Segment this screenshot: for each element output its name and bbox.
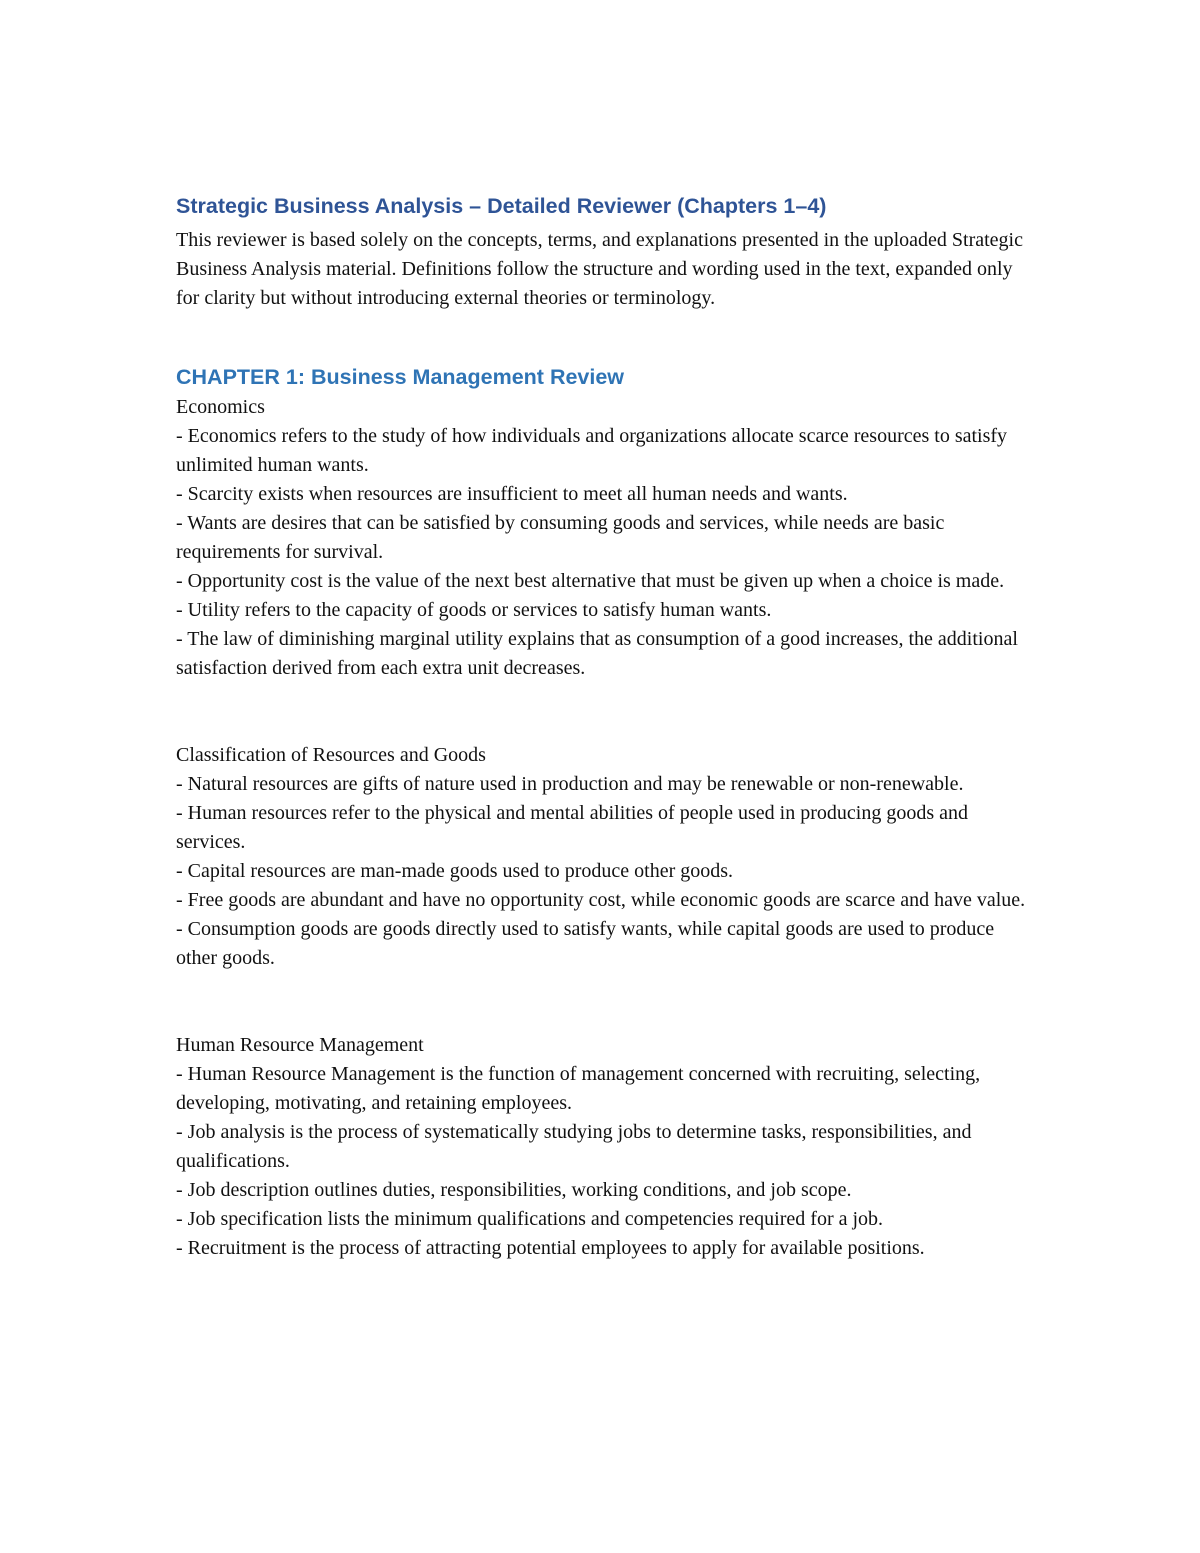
list-item: - The law of diminishing marginal utility explains that as consumption of a good increases, the additional satisfaction derived from each extra unit decreases. [176,628,1018,679]
list-item: - Consumption goods are goods directly used to satisfy wants, while capital goods are used to produce other goods. [176,918,995,969]
list-item: - Job specification lists the minimum qualifications and competencies required for a job. [176,1208,884,1230]
list-item: - Human Resource Management is the function of management concerned with recruiting, selecting, developing, motivating, and retaining employees. [176,1063,981,1114]
section-human-resource-management [176,1031,1026,1263]
list-item: - Job description outlines duties, responsibilities, working conditions, and job scope. [176,1179,852,1201]
section-items [176,770,1026,973]
list-item: - Economics refers to the study of how individuals and organizations allocate scarce resources to satisfy unlimited human wants. [176,425,1008,476]
list-item: - Opportunity cost is the value of the next best alternative that must be given up when a choice is made. [176,570,1005,592]
section-economics [176,393,1026,683]
section-items [176,1060,1026,1263]
document-title: Strategic Business Analysis – Detailed Reviewer (Chapters 1–4) [176,194,827,218]
list-item: - Human resources refer to the physical and mental abilities of people used in producing goods and services. [176,802,968,853]
list-item: - Recruitment is the process of attracting potential employees to apply for available positions. [176,1237,925,1259]
document-content [176,190,1026,1263]
section-heading: Human Resource Management [176,1034,424,1056]
list-item: - Natural resources are gifts of nature used in production and may be renewable or non-renewable. [176,773,964,795]
section-classification-of-resources [176,741,1026,973]
list-item: - Wants are desires that can be satisfied by consuming goods and services, while needs are basic requirements for survival. [176,512,945,563]
intro-paragraph: This reviewer is based solely on the concepts, terms, and explanations presented in the uploaded Strategic Business Analysis material. Definitions follow the structure and wording used in the text, expanded only for clarity but without introducing external theories or terminology. [176,229,1023,309]
list-item: - Capital resources are man-made goods used to produce other goods. [176,860,734,882]
list-item: - Free goods are abundant and have no opportunity cost, while economic goods are scarce and have value. [176,889,1026,911]
section-heading: Classification of Resources and Goods [176,744,486,766]
list-item: - Job analysis is the process of systematically studying jobs to determine tasks, responsibilities, and qualifications. [176,1121,972,1172]
section-heading: Economics [176,396,265,418]
list-item: - Scarcity exists when resources are insufficient to meet all human needs and wants. [176,483,848,505]
section-items [176,422,1026,683]
chapter-1-title: CHAPTER 1: Business Management Review [176,365,625,389]
list-item: - Utility refers to the capacity of goods or services to satisfy human wants. [176,599,772,621]
